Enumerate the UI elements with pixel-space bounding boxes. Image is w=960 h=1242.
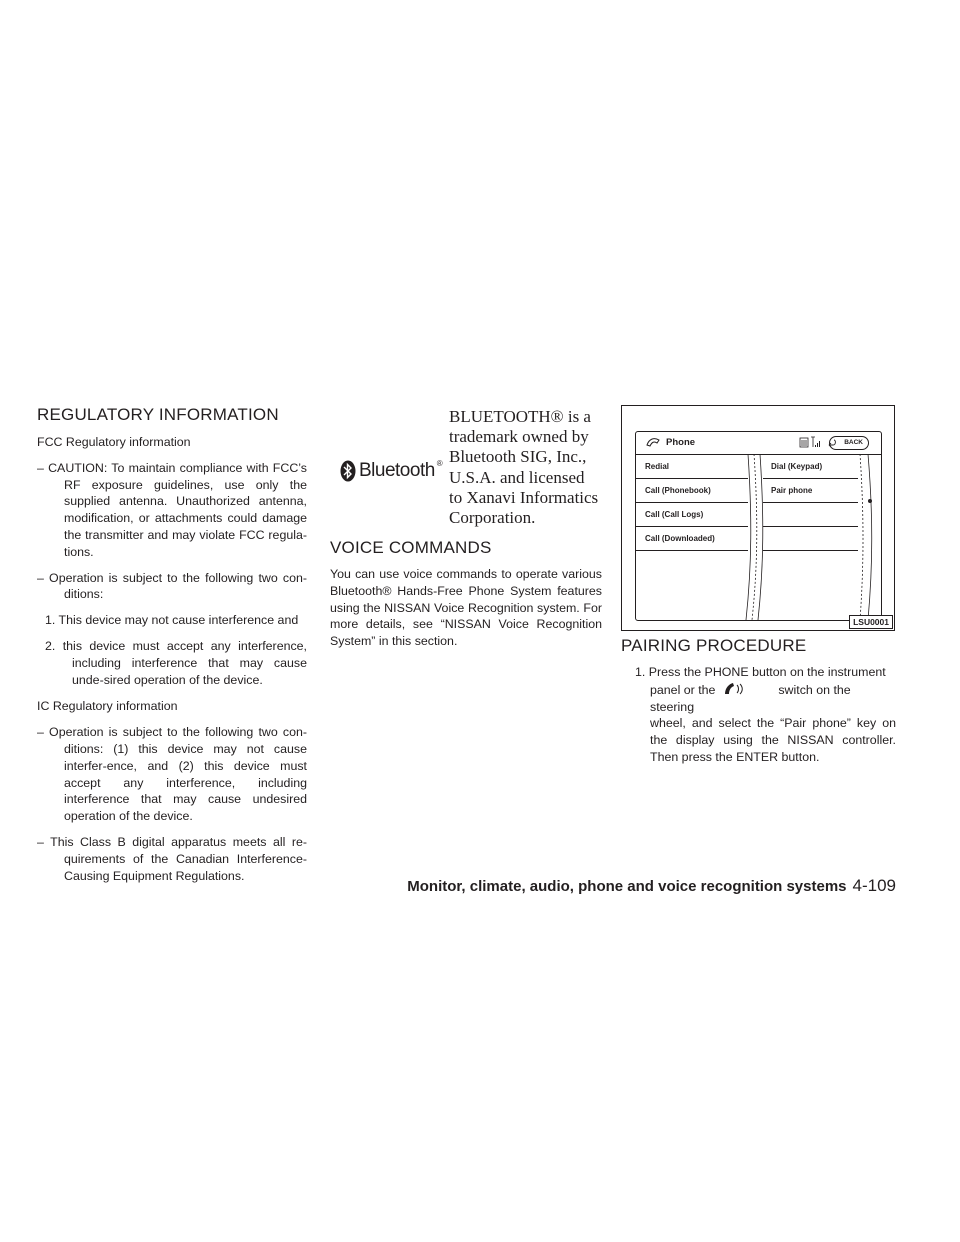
step1-panel-text: panel or the [650, 682, 716, 697]
signal-icon [810, 436, 821, 448]
screen-header [636, 432, 881, 455]
menu-item-call-phonebook[interactable] [636, 479, 748, 503]
footer-section-title: Monitor, climate, audio, phone and voice recognition systems [407, 878, 847, 895]
center-scroll-divider [736, 454, 776, 620]
step1-switch-text: switch on the steering [650, 682, 851, 714]
bt-line: Bluetooth SIG, Inc., [449, 447, 587, 467]
regulatory-column [37, 405, 307, 884]
step1-line2 [621, 681, 896, 716]
fcc-subheading: FCC Regulatory information [37, 435, 191, 449]
condition-2: 2. this device must accept any interference, including interference that may cause unde-sired operation of the device. [45, 638, 307, 687]
bt-line: trademark owned by [449, 427, 589, 447]
back-arrow-icon [827, 438, 837, 447]
bluetooth-logo [340, 460, 443, 482]
menu-item-label: Call (Phonebook) [645, 486, 711, 495]
phone-screen-figure [621, 405, 895, 631]
battery-icon [799, 437, 809, 448]
ic-classb-text: – This Class B digital apparatus meets all re-quirements of the Canadian Interference-Causing Equipment Regulations. [37, 834, 307, 883]
bluetooth-wordmark: Bluetooth [359, 460, 435, 481]
regulatory-heading: REGULATORY INFORMATION [37, 405, 279, 424]
bluetooth-reg-mark: ® [436, 458, 443, 468]
menu-item-empty[interactable] [763, 527, 858, 551]
menu-item-label: Pair phone [771, 486, 813, 495]
menu-item-pair-phone[interactable] [763, 479, 858, 503]
phone-screen [635, 431, 882, 621]
menu-item-label: Dial (Keypad) [771, 462, 823, 471]
fcc-operation-text: – Operation is subject to the following two con-ditions: [37, 570, 307, 602]
menu-item-dial-keypad[interactable] [763, 455, 858, 479]
step1-line1: 1. Press the PHONE button on the instrument [635, 665, 886, 679]
ic-subheading: IC Regulatory information [37, 699, 178, 714]
menu-item-label: Redial [645, 462, 670, 471]
voice-commands-text: You can use voice commands to operate various Bluetooth® Hands-Free Phone System features using the NISSAN Voice Recognition system. For more details, see “NISSAN Voice Recognition System” in this section. [330, 567, 602, 649]
bt-line: BLUETOOTH® is a [449, 407, 591, 426]
bluetooth-icon [340, 460, 356, 482]
bt-line: Corporation. [449, 508, 536, 528]
pairing-heading: PAIRING PROCEDURE [621, 636, 807, 655]
menu-item-label: Call (Call Logs) [645, 510, 704, 519]
screen-title: Phone [666, 437, 696, 448]
voice-commands-heading: VOICE COMMANDS [330, 538, 492, 557]
step1-rest: wheel, and select the “Pair phone” key on the display using the NISSAN controller. Then press the ENTER button. [650, 716, 896, 764]
talk-switch-icon [722, 681, 754, 697]
condition-1: 1. This device may not cause interference and [45, 613, 299, 628]
phone-handset-icon [646, 437, 660, 448]
menu-item-call-logs[interactable] [636, 503, 748, 527]
menu-item-redial[interactable] [636, 455, 748, 479]
pairing-procedure-column [621, 636, 896, 766]
fcc-caution-text: – CAUTION: To maintain compliance with FCC’s RF exposure guidelines, use only the supplied antenna. Unauthorized antenna, modification, or attachments could damage the transmitter and may violate FCC regula-tions. [37, 460, 307, 559]
page-number: 4-109 [852, 876, 896, 895]
page-footer [400, 876, 896, 896]
menu-item-label: Call (Downloaded) [645, 534, 715, 543]
bt-line: U.S.A. and licensed [449, 467, 585, 487]
right-scroll-bar [856, 454, 881, 620]
menu-item-empty[interactable] [763, 503, 858, 527]
voice-commands-column [330, 538, 602, 650]
ic-operation-text: – Operation is subject to the following two con-ditions: (1) this device may not cause interfer-ence, and (2) this device must accept any interference, including interference that may cause undesired operation of the device. [37, 725, 307, 824]
menu-item-call-downloaded[interactable] [636, 527, 748, 551]
back-button[interactable]: BACK [829, 436, 869, 450]
bluetooth-trademark-block [330, 407, 602, 527]
figure-label: LSU0001 [849, 615, 893, 629]
bt-line: to Xanavi Informatics [449, 487, 599, 507]
bluetooth-trademark-text [449, 407, 598, 528]
